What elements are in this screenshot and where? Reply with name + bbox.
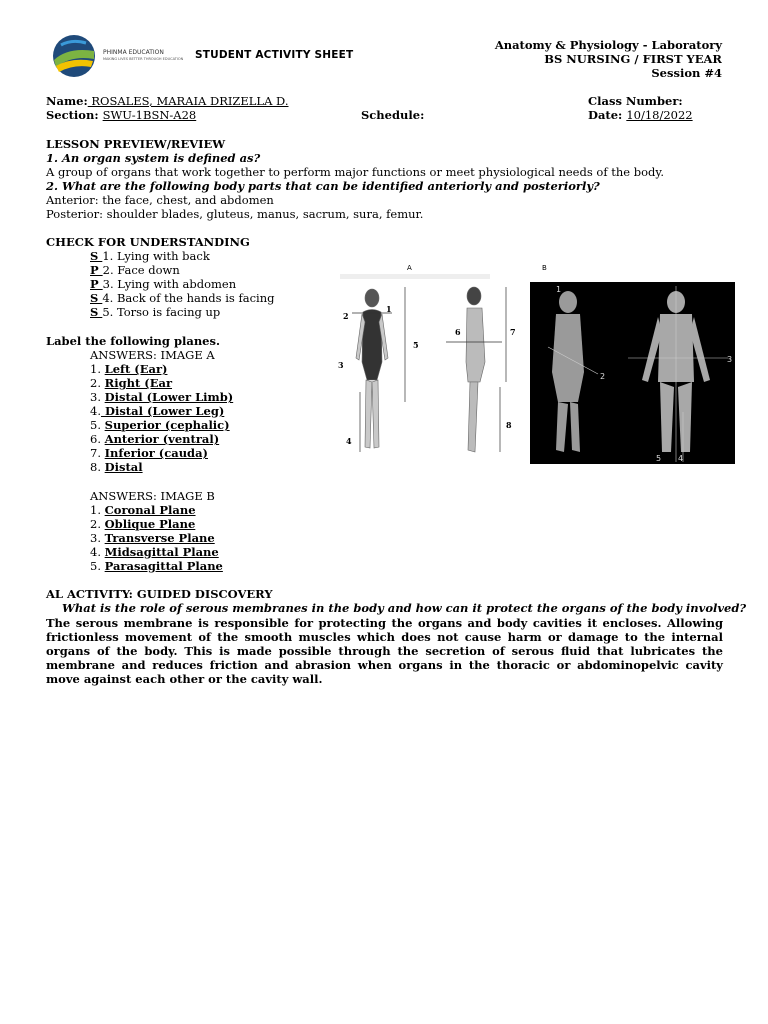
section-value: SWU-1BSN-A28 — [102, 108, 197, 122]
figure-a-number-3: 3 — [338, 360, 344, 370]
figure-b-number-2: 2 — [600, 372, 606, 381]
figure-b-label: B — [542, 264, 547, 272]
list-item — [90, 460, 143, 474]
check-answer: P — [90, 263, 103, 277]
check-answer: S — [90, 249, 103, 263]
activity-question: What is the role of serous membranes in the body and how can it protect the organs of the body involved? — [62, 601, 747, 615]
check-text: 3. Lying with abdomen — [102, 277, 237, 291]
list-item — [90, 418, 230, 432]
check-text: 5. Torso is facing up — [102, 305, 221, 319]
list-item — [90, 531, 215, 545]
check-heading: CHECK FOR UNDERSTANDING — [46, 235, 250, 249]
list-item — [90, 390, 233, 404]
item-answer: Left (Ear) — [104, 362, 168, 376]
name-value: ROSALES, MARAIA DRIZELLA D. — [87, 94, 289, 108]
item-number: 4. — [90, 545, 105, 559]
list-item — [90, 249, 210, 263]
item-number: 5. — [90, 559, 105, 573]
list-item — [90, 277, 236, 291]
item-number: 7. — [90, 446, 105, 460]
section-row — [46, 108, 196, 122]
item-answer: Distal — [104, 460, 143, 474]
figure-b-image — [528, 262, 736, 465]
section-label: Section: — [46, 108, 99, 122]
org-tagline: MAKING LIVES BETTER THROUGH EDUCATION — [103, 57, 184, 61]
date-value: 10/18/2022 — [626, 108, 693, 122]
list-item — [90, 545, 219, 559]
item-answer: Anterior (ventral) — [104, 432, 220, 446]
figure-b-body-planes — [528, 262, 736, 465]
list-item — [90, 263, 180, 277]
check-answer: P — [90, 277, 103, 291]
activity-heading: AL ACTIVITY: GUIDED DISCOVERY — [46, 587, 273, 601]
item-answer: Coronal Plane — [104, 503, 196, 517]
list-item — [90, 404, 224, 418]
date-label: Date: — [588, 108, 623, 122]
item-answer: Superior (cephalic) — [104, 418, 230, 432]
list-item — [90, 305, 220, 319]
figure-b-number-3: 3 — [727, 355, 733, 364]
item-answer: Distal (Lower Leg) — [100, 404, 225, 418]
list-item — [90, 376, 172, 390]
figure-a-number-6: 6 — [455, 327, 461, 337]
item-number: 1. — [90, 503, 105, 517]
item-number: 3. — [90, 390, 105, 404]
name-label: Name: — [46, 94, 88, 108]
figure-a-anatomical-position — [330, 262, 520, 462]
question-2: 2. What are the following body parts that can be identified anteriorly and posteriorly? — [46, 179, 600, 193]
anterior-answer: Anterior: the face, chest, and abdomen — [46, 193, 274, 207]
side-figure — [466, 287, 485, 452]
item-number: 6. — [90, 432, 105, 446]
item-answer: Oblique Plane — [104, 517, 196, 531]
image-b-heading: ANSWERS: IMAGE B — [90, 489, 215, 503]
figure-a-number-8: 8 — [506, 420, 512, 430]
item-answer: Right (Ear — [104, 376, 173, 390]
program-year: BS NURSING / FIRST YEAR — [544, 52, 722, 66]
list-item — [90, 503, 196, 517]
figure-b-number-5: 5 — [656, 454, 662, 463]
check-answer: S — [90, 305, 103, 319]
item-number: 3. — [90, 531, 105, 545]
phinma-logo-icon — [48, 33, 100, 79]
figure-a-number-2: 2 — [343, 311, 349, 321]
image-a-heading: ANSWERS: IMAGE A — [90, 348, 215, 362]
posterior-answer: Posterior: shoulder blades, gluteus, manus, sacrum, sura, femur. — [46, 207, 424, 221]
check-answer: S — [90, 291, 103, 305]
sheet-title: STUDENT ACTIVITY SHEET — [195, 49, 354, 61]
item-answer: Inferior (cauda) — [104, 446, 208, 460]
check-text: 1. Lying with back — [102, 249, 210, 263]
item-number: 5. — [90, 418, 105, 432]
item-answer: Transverse Plane — [104, 531, 215, 545]
figure-a-number-5: 5 — [413, 340, 419, 350]
list-item — [90, 432, 219, 446]
check-text: 4. Back of the hands is facing — [102, 291, 275, 305]
lesson-preview-heading: LESSON PREVIEW/REVIEW — [46, 137, 226, 151]
list-item — [90, 517, 195, 531]
list-item — [90, 291, 274, 305]
activity-answer: The serous membrane is responsible for protecting the organs and body cavities it encloses. Allowing frictionless movement of the smooth muscles which does not cause harm or damage to the internal organs of the body. This is made possible through the secretion of serous fluid that lubricates the membrane and reduces friction and abrasion when organs in the thoracic or abdominopelvic cavity move against each other or the cavity wall. — [46, 616, 723, 686]
figure-a-image — [330, 262, 520, 462]
figure-b-number-1: 1 — [556, 285, 562, 294]
item-answer: Parasagittal Plane — [104, 559, 223, 573]
figure-a-number-7: 7 — [510, 327, 516, 337]
figure-a-label: A — [407, 264, 412, 272]
name-row — [46, 94, 289, 108]
item-number: 1. — [90, 362, 105, 376]
answer-1: A group of organs that work together to perform major functions or meet physiological needs of the body. — [46, 165, 664, 179]
planes-heading: Label the following planes. — [46, 334, 220, 348]
course-title: Anatomy & Physiology - Laboratory — [494, 38, 722, 52]
class-number-label: Class Number: — [588, 94, 683, 108]
figure-a-number-1: 1 — [386, 304, 392, 314]
date-row — [588, 108, 693, 122]
figure-a-number-4: 4 — [346, 436, 352, 446]
figure-b-number-4: 4 — [678, 454, 684, 463]
list-item — [90, 362, 167, 376]
item-number: 2. — [90, 517, 105, 531]
item-answer: Midsagittal Plane — [104, 545, 219, 559]
item-answer: Distal (Lower Limb) — [104, 390, 234, 404]
check-text: 2. Face down — [102, 263, 180, 277]
session-number: Session #4 — [651, 66, 722, 80]
item-number: 4. — [90, 404, 101, 418]
schedule-label: Schedule: — [361, 108, 425, 122]
item-number: 8. — [90, 460, 105, 474]
item-number: 2. — [90, 376, 105, 390]
question-1: 1. An organ system is defined as? — [46, 151, 261, 165]
list-item — [90, 446, 208, 460]
list-item — [90, 559, 223, 573]
org-name: PHINMA EDUCATION — [103, 49, 164, 56]
